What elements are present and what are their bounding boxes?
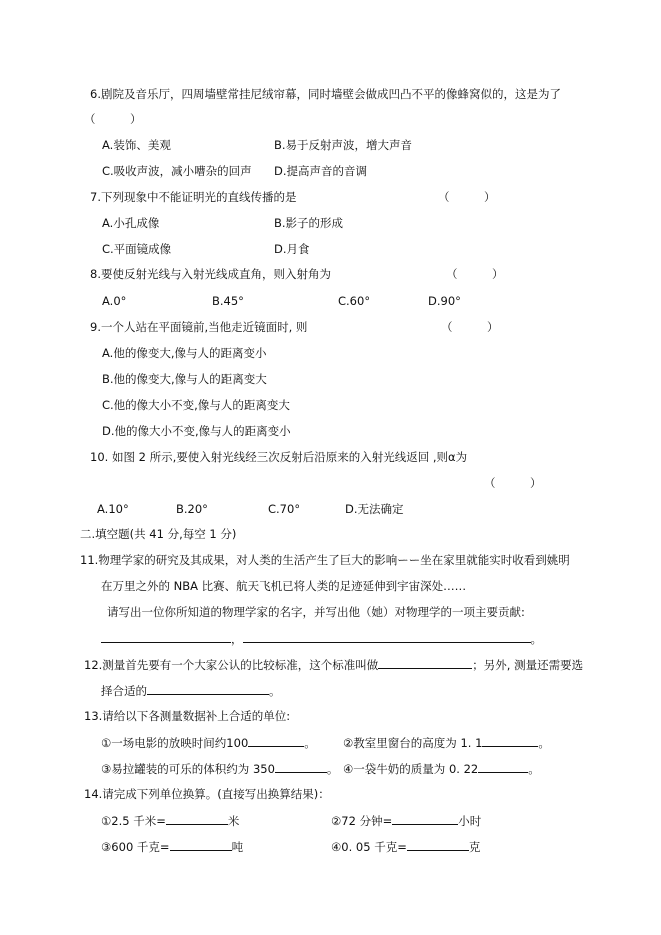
q6-answer-paren: （ ） [84, 112, 142, 126]
q9-stem: 9.一个人站在平面镜前,当他走近镜面时, 则 [90, 320, 308, 334]
q12-end: 。 [269, 684, 281, 698]
q13-item-2-blank[interactable] [482, 734, 538, 747]
q11-scientist-blank[interactable] [101, 630, 231, 643]
q14-item-4-unit: 克 [468, 840, 481, 854]
q10-stem: 10. 如图 2 所示,要使入射光线经三次反射后沿原来的入射光线返回 ,则α为 [90, 450, 468, 464]
section-heading-fill-in: 二.填空题(共 41 分,每空 1 分) [80, 527, 237, 541]
q13-item-4-text: ④一袋牛奶的质量为 0. 22 [343, 762, 479, 776]
q13-item-3-text: ③易拉罐装的可乐的体积约为 350 [101, 762, 275, 776]
q9-option-c: C.他的像大小不变,像与人的距离变大 [102, 398, 290, 412]
q14-item-3 [101, 838, 243, 855]
q8-answer-paren: （ ） [446, 267, 504, 281]
q6-stem: 6.剧院及音乐厅，四周墙壁常挂尼绒帘幕，同时墙壁会做成凹凸不平的像蜂窝似的，这是为了 [90, 87, 561, 101]
q14-item-1-blank[interactable] [166, 812, 228, 825]
q14-item-1 [101, 812, 239, 829]
q12-tool-blank[interactable] [147, 682, 269, 695]
q14-item-2 [331, 812, 481, 829]
q11-line3: 请写出一位你所知道的物理学家的名字，并写出他（她）对物理学的一项主要贡献: [107, 605, 525, 619]
q9-option-b: B.他的像变大,像与人的距离变大 [102, 372, 267, 386]
q11-comma: ， [231, 632, 243, 646]
q14-item-4-text: ④0. 05 千克= [331, 840, 407, 854]
q14-stem: 14.请完成下列单位换算。(直接写出换算结果)： [84, 787, 330, 801]
q14-item-1-unit: 米 [227, 814, 240, 828]
q11-line2: 在万里之外的 NBA 比赛、航天飞机已将人类的足迹延伸到宇宙深处…… [101, 579, 467, 593]
q14-item-2-blank[interactable] [392, 812, 458, 825]
q6-option-b: B.易于反射声波，增大声音 [274, 138, 413, 152]
q10-option-b: B.20° [176, 502, 208, 516]
q13-item-2-text: ②教室里窗台的高度为 1. 1 [343, 736, 483, 750]
q13-item-3-blank[interactable] [275, 760, 327, 773]
q13-item-1-blank[interactable] [248, 734, 304, 747]
q10-option-c: C.70° [268, 502, 301, 516]
q11-contribution-blank[interactable] [243, 630, 531, 643]
q13-item-4 [343, 760, 540, 777]
q6-option-c: C.吸收声波，减小嘈杂的回声 [102, 164, 252, 178]
q7-option-d: D.月食 [274, 242, 310, 256]
q12-line1 [84, 656, 583, 673]
q7-stem: 7.下列现象中不能证明光的直线传播的是 [90, 190, 297, 204]
q13-item-2-end: 。 [538, 736, 550, 750]
q13-item-3 [101, 760, 338, 777]
q12-text-a: 12.测量首先要有一个大家公认的比较标准，这个标准叫做 [84, 658, 379, 672]
q13-item-2 [343, 734, 550, 751]
q6-option-d: D.提高声音的音调 [274, 164, 368, 178]
q7-option-b: B.影子的形成 [274, 216, 344, 230]
q8-option-a: A.0° [102, 294, 127, 308]
q13-item-4-end: 。 [528, 762, 540, 776]
q10-answer-paren: （ ） [484, 476, 542, 490]
q14-item-3-unit: 吨 [231, 840, 244, 854]
q13-item-3-end: 。 [326, 762, 339, 776]
q7-option-c: C.平面镜成像 [102, 242, 172, 256]
q9-option-d: D.他的像大小不变,像与人的距离变小 [102, 424, 291, 438]
q14-item-2-unit: 小时 [458, 814, 482, 828]
q14-item-4-blank[interactable] [407, 838, 469, 851]
q6-option-a: A.装饰、美观 [102, 138, 171, 152]
q8-option-b: B.45° [212, 294, 244, 308]
q8-option-d: D.90° [428, 294, 461, 308]
q14-item-2-text: ②72 分钟= [331, 814, 393, 828]
q7-option-a: A.小孔成像 [102, 216, 160, 230]
q13-stem: 13.请给以下各测量数据补上合适的单位: [84, 709, 291, 723]
q13-item-4-blank[interactable] [478, 760, 528, 773]
q11-end: 。 [530, 632, 542, 646]
q10-option-d: D.无法确定 [345, 502, 404, 516]
q14-item-3-text: ③600 千克= [101, 840, 170, 854]
q8-option-c: C.60° [338, 294, 371, 308]
q13-item-1-text: ①一场电影的放映时间约100 [101, 736, 249, 750]
q14-item-1-text: ①2.5 千米= [101, 814, 166, 828]
q12-text-b: ；另外, 测量还需要选 [472, 658, 584, 672]
q9-answer-paren: （ ） [441, 320, 499, 334]
q12-line2 [101, 682, 281, 699]
q11-answer-line [101, 630, 542, 647]
q13-item-1-end: 。 [304, 736, 316, 750]
q14-item-4 [331, 838, 480, 855]
q13-item-1 [101, 734, 316, 751]
q12-text-c: 择合适的 [101, 684, 147, 698]
q9-option-a: A.他的像变大,像与人的距离变小 [102, 346, 267, 360]
q10-option-a: A.10° [97, 502, 129, 516]
q11-line1: 11.物理学家的研究及其成果，对人类的生活产生了巨大的影响ーー坐在家里就能实时收看到姚明 [80, 553, 570, 567]
q8-stem: 8.要使反射光线与入射光线成直角，则入射角为 [90, 267, 331, 281]
q14-item-3-blank[interactable] [170, 838, 232, 851]
q7-answer-paren: （ ） [438, 190, 496, 204]
q12-standard-blank[interactable] [378, 656, 472, 669]
